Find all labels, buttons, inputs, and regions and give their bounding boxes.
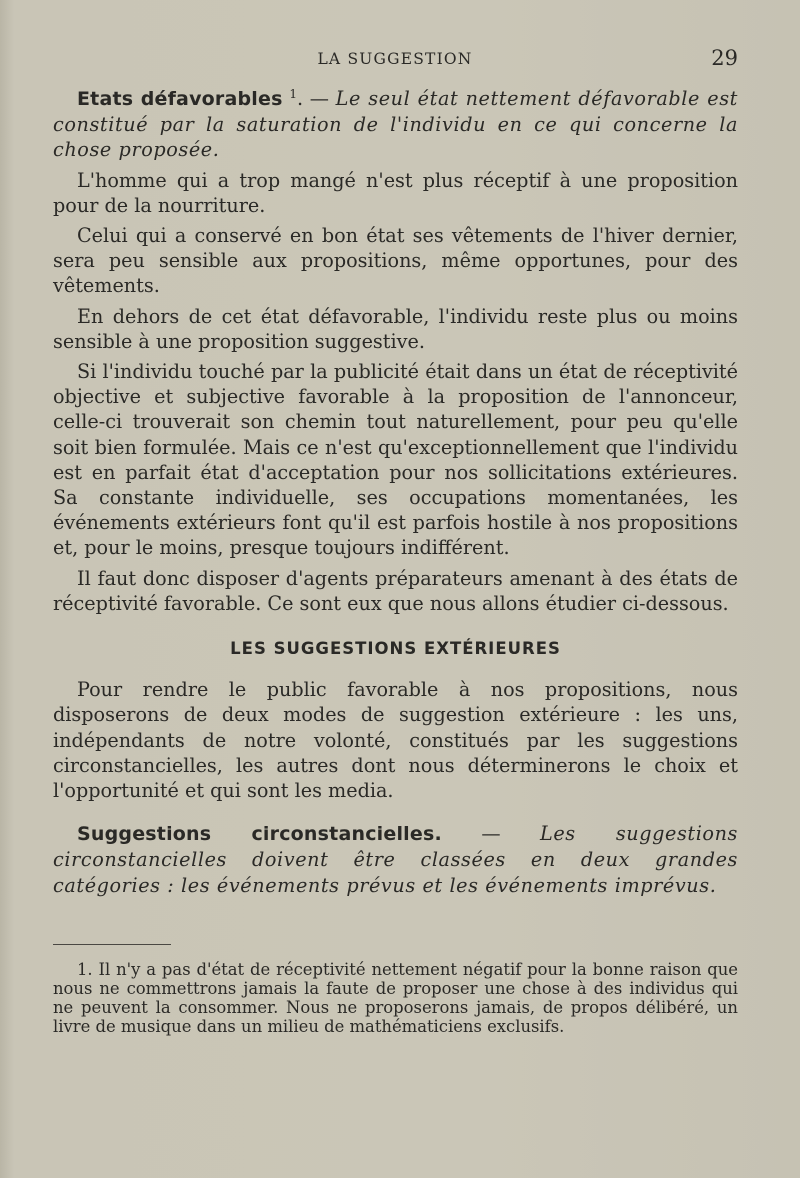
paragraph-etats-defavorables <box>53 86 738 163</box>
section-heading: LES SUGGESTIONS EXTÉRIEURES <box>230 639 561 659</box>
paragraph: L'homme qui a trop mangé n'est plus réceptif à une proposition pour de la nourriture. <box>53 168 738 217</box>
paragraph-italic-text: Les suggestions circonstancielles doivent être classées en deux grandes catégories : les événements prévus et les événements imprévus. <box>53 822 738 897</box>
paragraph: Pour rendre le public favorable à nos propositions, nous disposerons de deux modes de suggestion extérieure : les uns, indépendants de notre volonté, constitués par les suggestions circonstancielles, les autres dont nous déterminerons le choix et l'opportunité et qui sont les media. <box>53 678 738 803</box>
paragraph: Celui qui a conservé en bon état ses vêtements de l'hiver dernier, sera peu sensible aux propositions, même opportunes, pour des vêtements. <box>53 224 738 298</box>
title-dash: . — <box>296 87 336 110</box>
paragraph: Si l'individu touché par la publicité était dans un état de réceptivité objective et subjective favorable à la proposition de l'annonceur, celle-ci trouverait son chemin tout naturellement, pour peu qu'elle soit bien formulée. Mais ce n'est qu'exceptionnellement que l'individu est en parfait état d'acceptation pour nos sollicitations extérieures. Sa constante individuelle, ses occupations momentanées, les événements extérieurs font qu'il est parfois hostile à nos propositions et, pour le moins, presque toujours indifférent. <box>53 360 738 560</box>
paragraph: En dehors de cet état défavorable, l'individu reste plus ou moins sensible à une proposition suggestive. <box>53 304 738 353</box>
footnote-ref: 1 <box>289 87 297 101</box>
paragraph-suggestions-circonstancielles <box>53 821 738 898</box>
paragraph-title: Etats défavorables <box>77 88 283 110</box>
page-number: 29 <box>711 46 738 70</box>
body-text <box>53 86 738 898</box>
footnote-divider <box>53 944 171 945</box>
title-dash: — <box>441 822 541 846</box>
footnote: 1. Il n'y a pas d'état de réceptivité nettement négatif pour la bonne raison que nous ne commettrons jamais la faute de proposer une chose à des individus qui ne peuvent la consommer. Nous ne proposerons jamais, de propos délibéré, un livre de musique dans un milieu de mathématiciens exclusifs. <box>53 960 738 1036</box>
paragraph-title: Suggestions circonstancielles. <box>77 823 442 846</box>
paragraph-italic-text: Le seul état nettement défavorable est constitué par la saturation de l'individu en ce qui concerne la chose proposée. <box>53 87 738 162</box>
paragraph: Il faut donc disposer d'agents préparateurs amenant à des états de réceptivité favorable. Ce sont eux que nous allons étudier ci-dessous. <box>53 566 738 615</box>
running-head: LA SUGGESTION <box>317 50 473 68</box>
page-header <box>52 48 738 72</box>
